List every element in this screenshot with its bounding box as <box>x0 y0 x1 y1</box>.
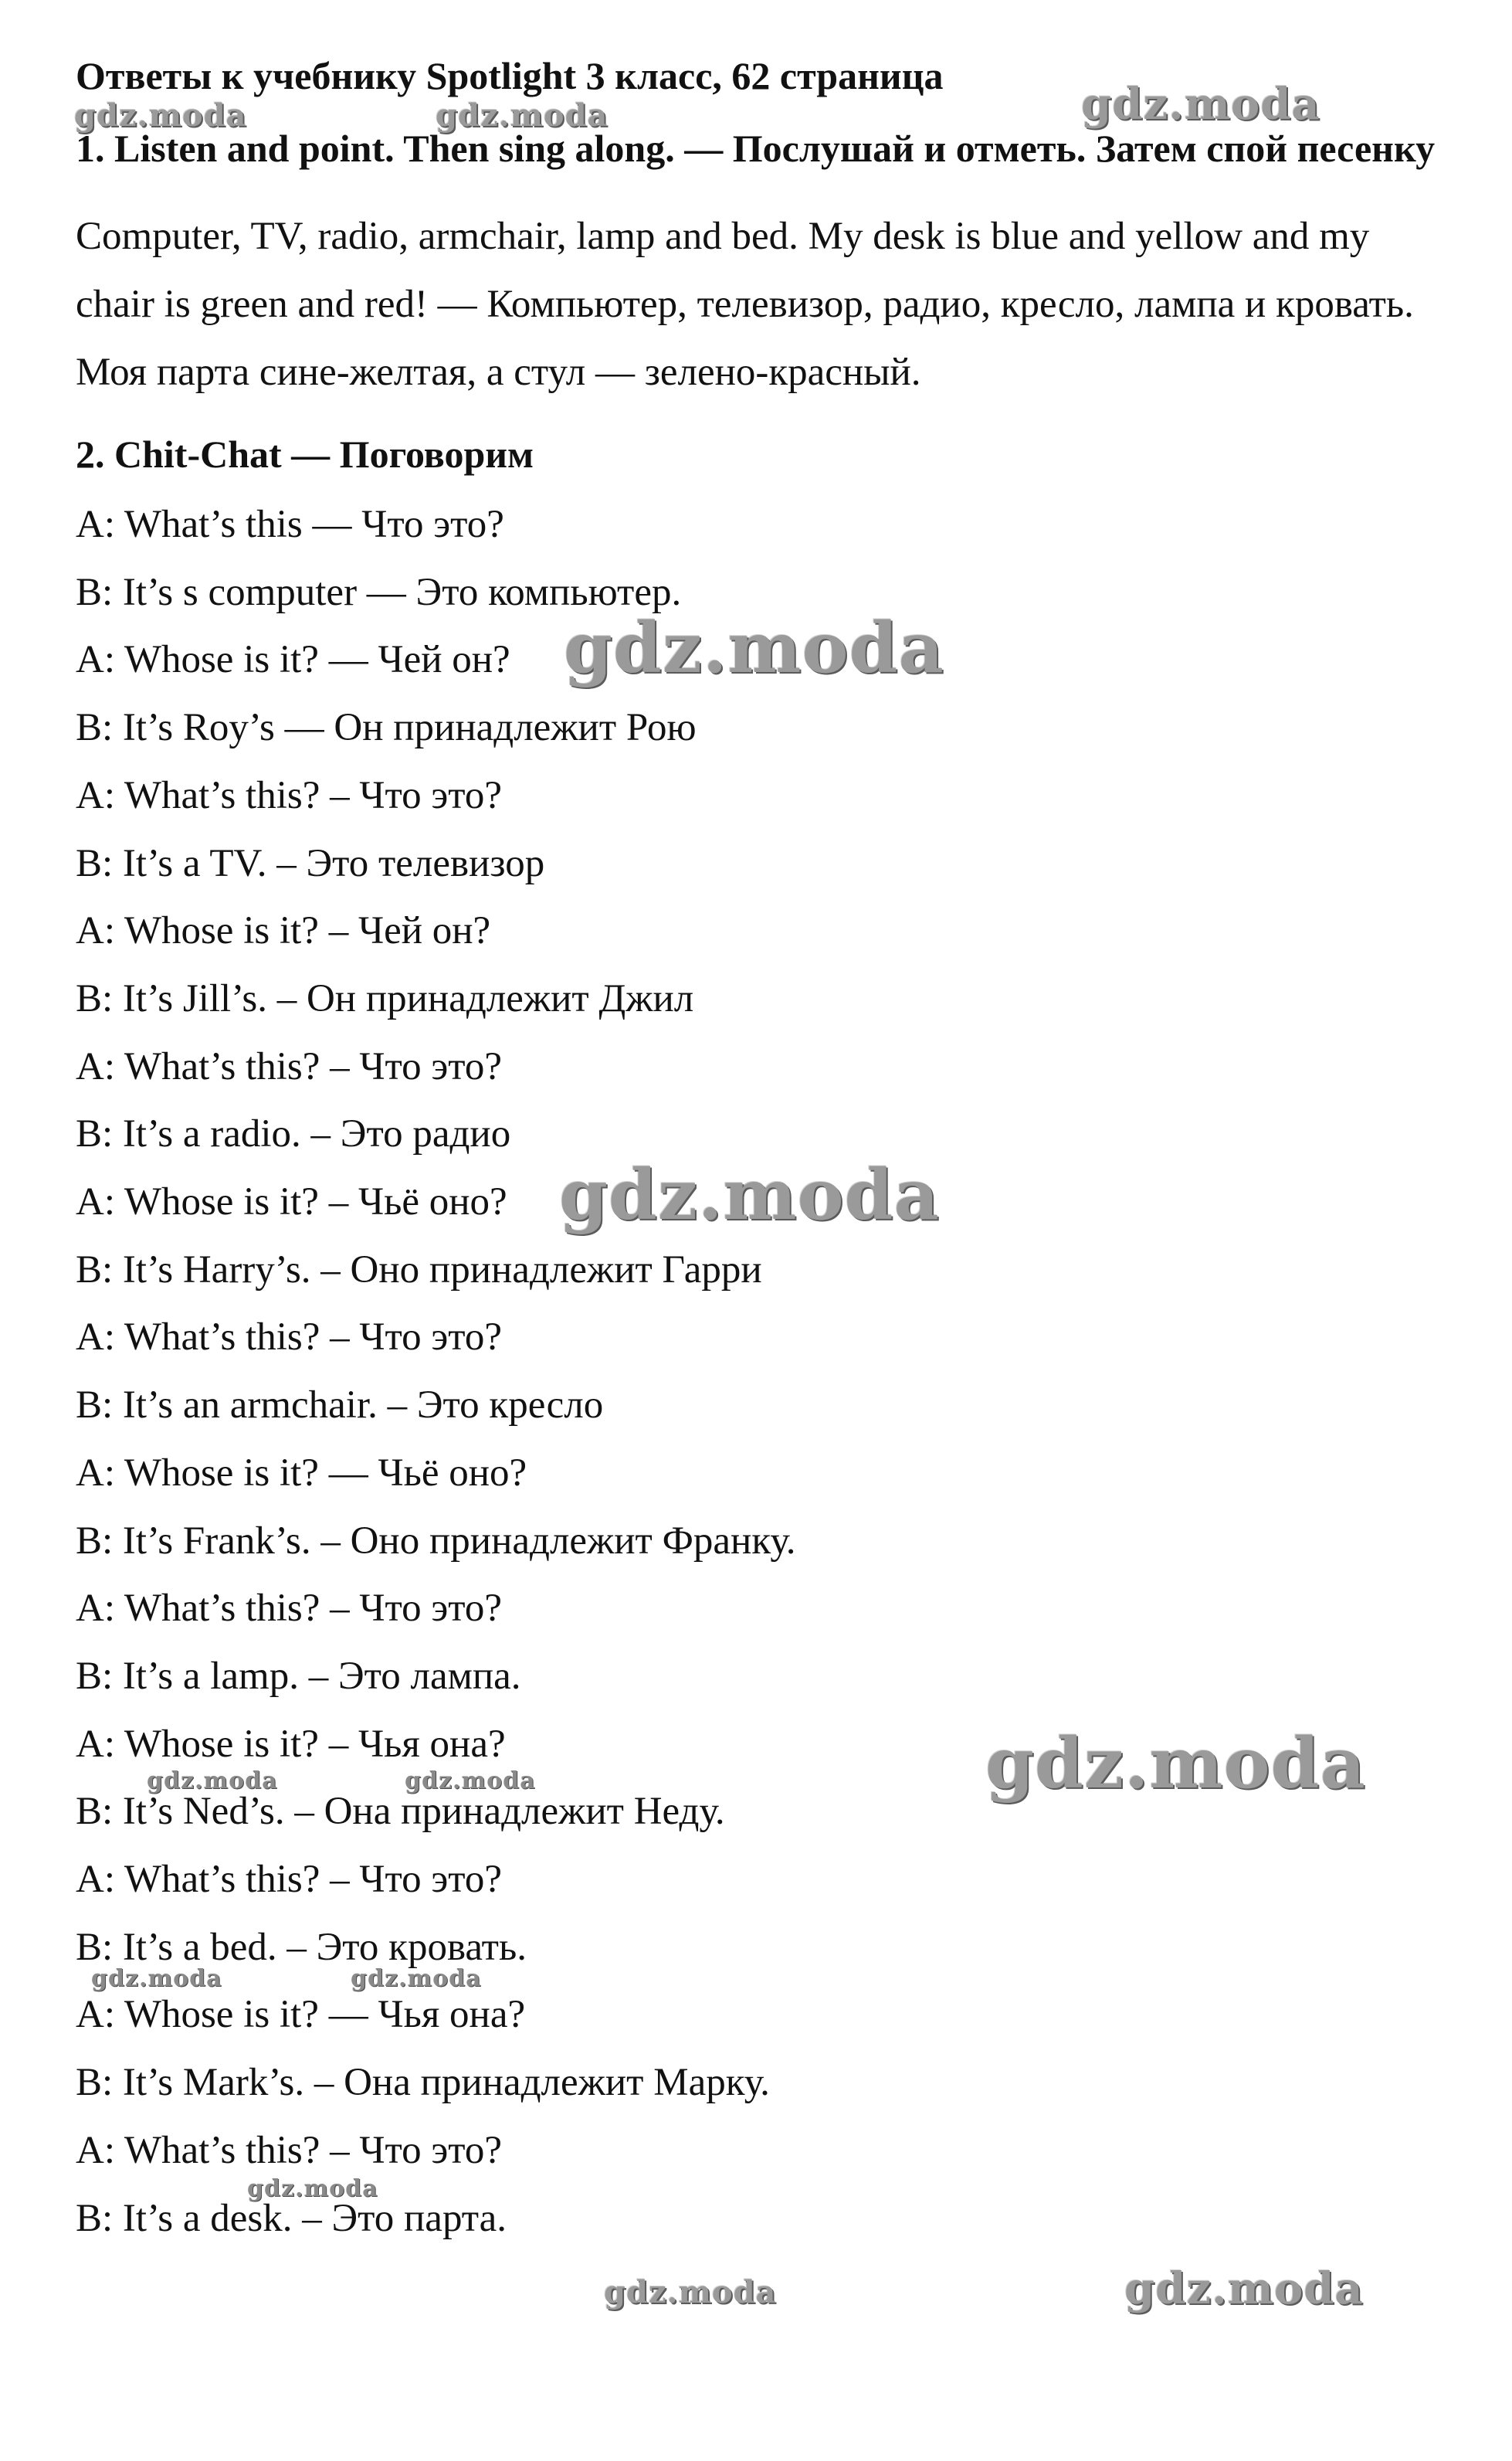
dialogue-line: A: Whose is it? — Чьё оно? <box>76 1451 527 1495</box>
dialogue-line: B: It’s an armchair. – Это кресло <box>76 1383 604 1427</box>
dialogue-line: A: What’s this? – Что это? <box>76 773 503 817</box>
dialogue-line: A: Whose is it? — Чья она? <box>76 1993 526 2037</box>
dialogue-line: B: It’s Harry’s. – Оно принадлежит Гарри <box>76 1247 762 1292</box>
dialogue-line: A: What’s this? – Что это? <box>76 1044 503 1088</box>
dialogue-line: A: Whose is it? – Чья она? <box>76 1722 506 1766</box>
dialogue-line: B: It’s a lamp. – Это лампа. <box>76 1654 521 1698</box>
watermark: gdz.moda <box>985 1723 1366 1804</box>
dialogue-line: B: It’s Roy’s — Он принадлежит Рою <box>76 706 697 750</box>
watermark: gdz.moda <box>604 2274 777 2310</box>
watermark: gdz.moda <box>564 607 944 689</box>
watermark: gdz.moda <box>351 1965 482 1992</box>
exercise-2-heading: 2. Chit-Chat — Поговорим <box>76 433 534 476</box>
dialogue-line: A: What’s this? – Что это? <box>76 2128 503 2172</box>
dialogue-line: A: Whose is it? — Чей он? <box>76 638 510 682</box>
dialogue-line: B: It’s Mark’s. – Она принадлежит Марку. <box>76 2061 770 2105</box>
dialogue-line: B: It’s a bed. – Это кровать. <box>76 1925 527 1969</box>
dialogue-line: B: It’s Ned’s. – Она принадлежит Неду. <box>76 1790 725 1834</box>
dialogue-line: A: What’s this? – Что это? <box>76 1315 503 1359</box>
document-page <box>76 42 1466 2252</box>
watermark: gdz.moda <box>436 97 609 134</box>
dialogue-line: A: Whose is it? – Чьё оно? <box>76 1180 507 1224</box>
page-title: Ответы к учебнику Spotlight 3 класс, 62 страница <box>76 54 944 97</box>
watermark: gdz.moda <box>147 1767 278 1794</box>
watermark: gdz.moda <box>74 97 247 134</box>
watermark: gdz.moda <box>405 1767 536 1794</box>
watermark: gdz.moda <box>559 1154 940 1236</box>
watermark: gdz.moda <box>91 1965 222 1992</box>
dialogue-line: A: What’s this? – Что это? <box>76 1858 503 1902</box>
watermark: gdz.moda <box>247 2175 378 2202</box>
dialogue-line: B: It’s a TV. – Это телевизор <box>76 841 545 885</box>
exercise-1-heading: 1. Listen and point. Then sing along. — Послушай и отметь. Затем спой песенку <box>76 127 1436 170</box>
dialogue-line: B: It’s Jill’s. – Он принадлежит Джил <box>76 976 694 1020</box>
watermark: gdz.moda <box>1124 2263 1364 2314</box>
dialogue-line: B: It’s Frank’s. – Оно принадлежит Франку. <box>76 1519 796 1563</box>
exercise-1-text: Computer, TV, radio, armchair, lamp and bed. My desk is blue and yellow and my chair is green and red! — Компьютер, телевизор, радио, кресло, лампа и кровать. Моя парта сине-желтая, а стул — зелено-красный. <box>76 215 1414 394</box>
dialogue-line: A: What’s this — Что это? <box>76 503 504 546</box>
dialogue-list <box>76 491 1466 2252</box>
dialogue-line: A: Whose is it? – Чей он? <box>76 909 491 953</box>
dialogue-line: B: It’s s computer — Это компьютер. <box>76 570 682 614</box>
watermark: gdz.moda <box>1081 79 1320 130</box>
dialogue-line: A: What’s this? – Что это? <box>76 1587 503 1631</box>
dialogue-line: B: It’s a desk. – Это парта. <box>76 2196 507 2240</box>
dialogue-line: B: It’s a radio. – Это радио <box>76 1112 511 1156</box>
